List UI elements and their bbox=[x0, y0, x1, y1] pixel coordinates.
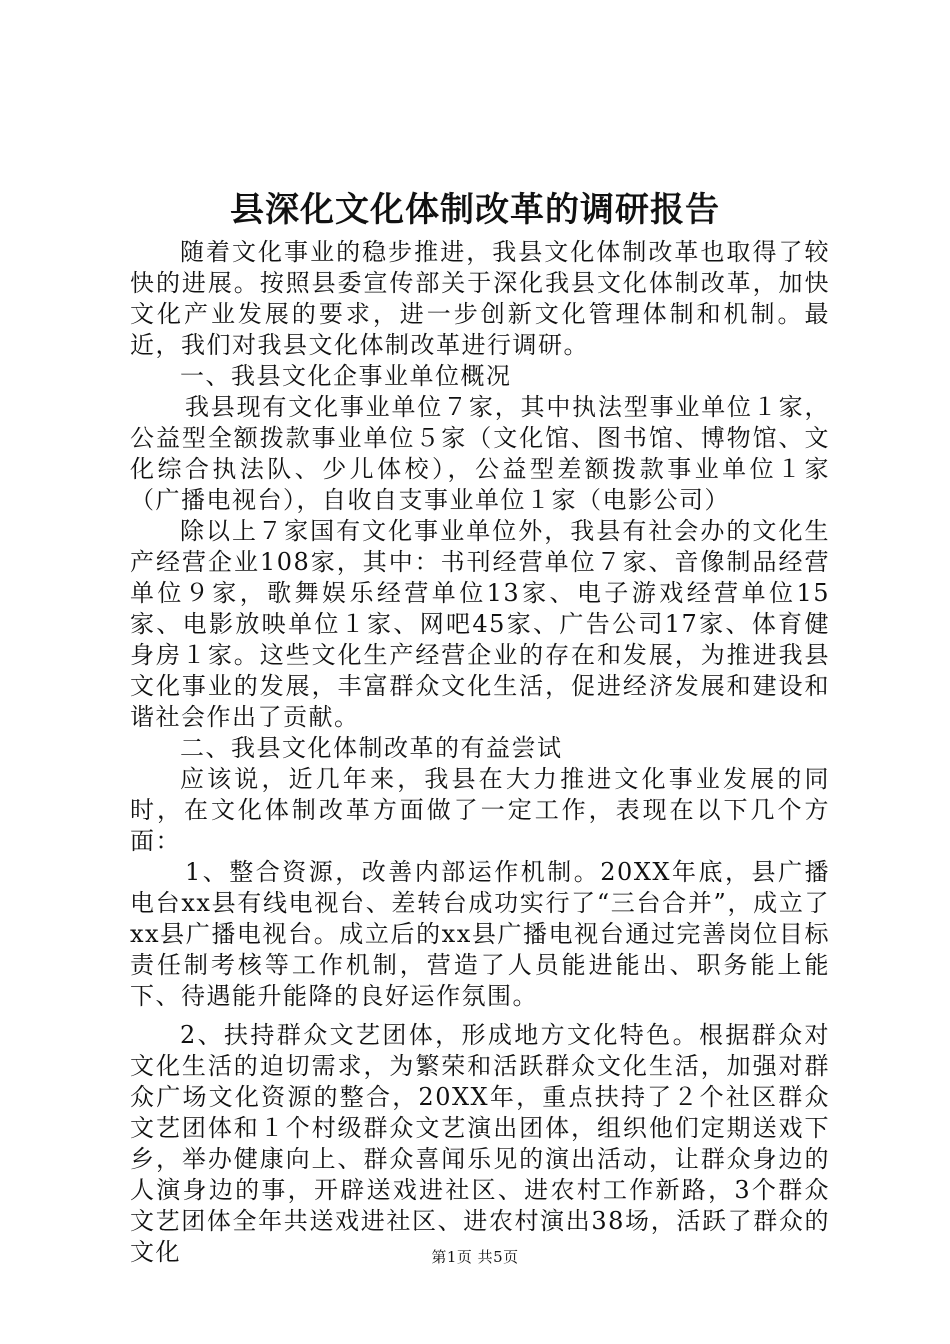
paragraph-units-overview: 我县现有文化事业单位７家，其中执法型事业单位１家，公益型全额拨款事业单位５家（文化馆、图书馆、博物馆、文化综合执法队、少儿体校），公益型差额拨款事业单位１家（广播电视台），自收自支事业单位１家（电影公司） bbox=[130, 393, 830, 514]
paragraph-item-2: 2、扶持群众文艺团体，形成地方文化特色。根据群众对文化生活的迫切需求，为繁荣和活跃群众文化生活，加强对群众广场文化资源的整合，20XX年，重点扶持了２个社区群众文艺团体和１个村级群众文艺演出团体，组织他们定期送戏下乡，举办健康向上、群众喜闻乐见的演出活动，让群众身边的人演身边的事，开辟送戏进社区、进农村工作新路，3个群众文艺团体全年共送戏进社区、进农村演出38场，活跃了群众的文化 bbox=[130, 1021, 830, 1266]
section-heading-2: 二、我县文化体制改革的有益尝试 bbox=[180, 734, 563, 762]
page-number-label: 第1页 共5页 bbox=[431, 1248, 519, 1266]
paragraph-reform-intro: 应该说，近几年来，我县在大力推进文化事业发展的同时，在文化体制改革方面做了一定工作，表现在以下几个方面： bbox=[130, 765, 830, 855]
paragraph-item-1: 1、整合资源，改善内部运作机制。20XX年底，县广播电台xx县有线电视台、差转台成功实行了“三台合并”，成立了xx县广播电视台。成立后的xx县广播电视台通过完善岗位目标责任制考核等工作机制，营造了人员能进能出、职务能上能下、待遇能升能降的良好运作氛围。 bbox=[130, 858, 830, 1010]
paragraph-intro: 随着文化事业的稳步推进，我县文化体制改革也取得了较快的进展。按照县委宣传部关于深化我县文化体制改革，加快文化产业发展的要求，进一步创新文化管理体制和机制。最近，我们对我县文化体制改革进行调研。 bbox=[130, 238, 830, 359]
page-footer bbox=[0, 1247, 950, 1267]
document-title: 县深化文化体制改革的调研报告 bbox=[230, 190, 720, 230]
paragraph-enterprises: 除以上７家国有文化事业单位外，我县有社会办的文化生产经营企业108家，其中：书刊经营单位７家、音像制品经营单位９家，歌舞娱乐经营单位13家、电子游戏经营单位15家、电影放映单位１家、网吧45家、广告公司17家、体育健身房１家。这些文化生产经营企业的存在和发展，为推进我县文化事业的发展，丰富群众文化生活，促进经济发展和建设和谐社会作出了贡献。 bbox=[130, 517, 830, 731]
document-body bbox=[130, 237, 830, 1268]
section-heading-1: 一、我县文化企事业单位概况 bbox=[180, 362, 512, 390]
